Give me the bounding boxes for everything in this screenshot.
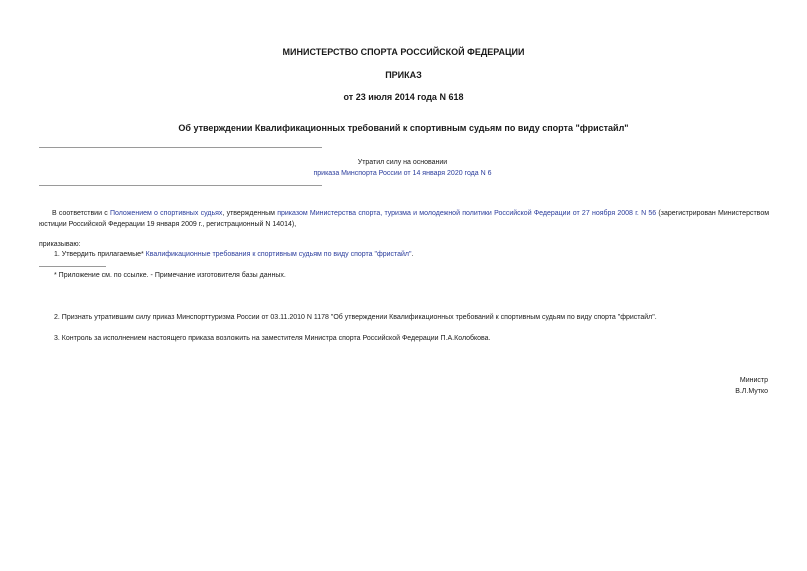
basis-suffix: (зарегистрирован Министерством юстиции Российской Федерации 19 января 2009 г., регистрационный N 14014), bbox=[39, 210, 770, 228]
document-type: ПРИКАЗ bbox=[385, 70, 422, 80]
document-date: от 23 июля 2014 года N 618 bbox=[343, 92, 464, 102]
status-divider-top bbox=[39, 147, 322, 148]
document-title: Об утверждении Квалификационных требований к спортивным судьям по виду спорта "фристайл" bbox=[178, 123, 629, 133]
footnote-divider bbox=[39, 266, 106, 267]
item-2: 2. Признать утратившим силу приказ Минспорттуризма России от 03.11.2010 N 1178 "Об утверждении Квалификационных требований к спортивным судьям по виду спорта "фристайл". bbox=[54, 314, 657, 321]
order-word: приказываю: bbox=[39, 241, 81, 248]
status-note-link-wrapper bbox=[250, 170, 555, 177]
regulation-link[interactable]: Положением о спортивных судьях bbox=[110, 210, 223, 217]
basis-middle: , утвержденным bbox=[222, 210, 278, 217]
signatory-name: В.Л.Мутко bbox=[735, 388, 768, 395]
signatory-position: Министр bbox=[739, 377, 768, 384]
basis-prefix: В соответствии с bbox=[52, 210, 110, 217]
item-1-suffix: . bbox=[411, 251, 414, 258]
status-note-text: Утратил силу на основании bbox=[357, 159, 448, 166]
repeal-order-link[interactable]: приказа Минспорта России от 14 января 2020 года N 6 bbox=[313, 170, 492, 177]
item-1-prefix: 1. Утвердить прилагаемые* bbox=[54, 251, 146, 258]
footnote: * Приложение см. по ссылке. - Примечание изготовителя базы данных. bbox=[54, 272, 286, 279]
basis-paragraph bbox=[39, 208, 769, 230]
item-3: 3. Контроль за исполнением настоящего приказа возложить на заместителя Министра спорта Российской Федерации П.А.Колобкова. bbox=[54, 335, 491, 342]
status-divider-bottom bbox=[39, 185, 322, 186]
ministry-order-link[interactable]: приказом Министерства спорта, туризма и молодежной политики Российской Федерации от 27 ноября 2008 г. N 56 bbox=[277, 210, 657, 217]
requirements-link[interactable]: Квалификационные требования к спортивным судьям по виду спорта "фристайл" bbox=[145, 251, 412, 258]
item-1 bbox=[54, 249, 413, 260]
ministry-name: МИНИСТЕРСТВО СПОРТА РОССИЙСКОЙ ФЕДЕРАЦИИ bbox=[282, 47, 525, 57]
